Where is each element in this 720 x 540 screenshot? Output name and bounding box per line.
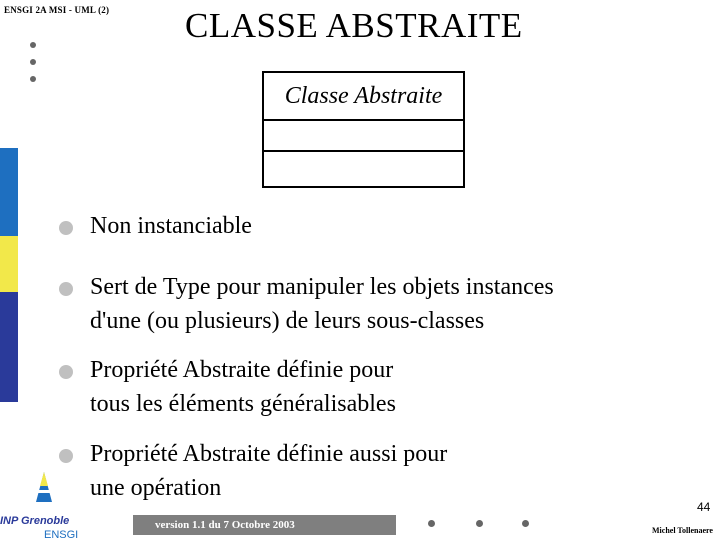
bullet-text-line: Propriété Abstraite définie pour [90,357,394,383]
list-item [59,270,679,338]
version-footer: version 1.1 du 7 Octobre 2003 [133,515,396,535]
bullet-text-line: d'une (ou plusieurs) de leurs sous-classes [90,308,485,334]
footer-dot [522,520,529,527]
decor-dot [30,59,36,65]
left-stripe-blue [0,148,18,236]
bullet-text-line: tous les éléments généralisables [90,391,396,417]
bullet-text-line: Sert de Type pour manipuler les objets instances [90,274,554,300]
logo-text-bottom: ENSGI [44,529,79,540]
slide-title: CLASSE ABSTRAITE [185,6,523,45]
left-stripe-yellow [0,236,18,292]
list-item [59,353,679,421]
bullet-icon [59,449,73,463]
bullet-text-line: une opération [90,475,222,501]
uml-operations-compartment [264,152,463,186]
uml-class-name: Classe Abstraite [264,73,463,121]
page-number: 44 [697,500,711,514]
logo-text-top: INP Grenoble [0,515,70,527]
bullet-text-line: Non instanciable [90,213,252,239]
bullet-icon [59,221,73,235]
logo-peak-icon [40,472,48,486]
bullet-icon [59,365,73,379]
footer-dot [476,520,483,527]
bullet-icon [59,282,73,296]
left-stripe-navy [0,292,18,402]
footer-dot [428,520,435,527]
uml-class-box [262,71,465,188]
bullet-text-line: Propriété Abstraite définie aussi pour [90,441,448,467]
list-item [59,209,679,243]
list-item [59,437,679,505]
inp-grenoble-logo [0,468,90,540]
uml-attributes-compartment [264,121,463,152]
author-name: Michel Tollenaere [652,526,713,535]
decor-dot [30,42,36,48]
decor-dot [30,76,36,82]
course-header: ENSGI 2A MSI - UML (2) [4,5,110,15]
